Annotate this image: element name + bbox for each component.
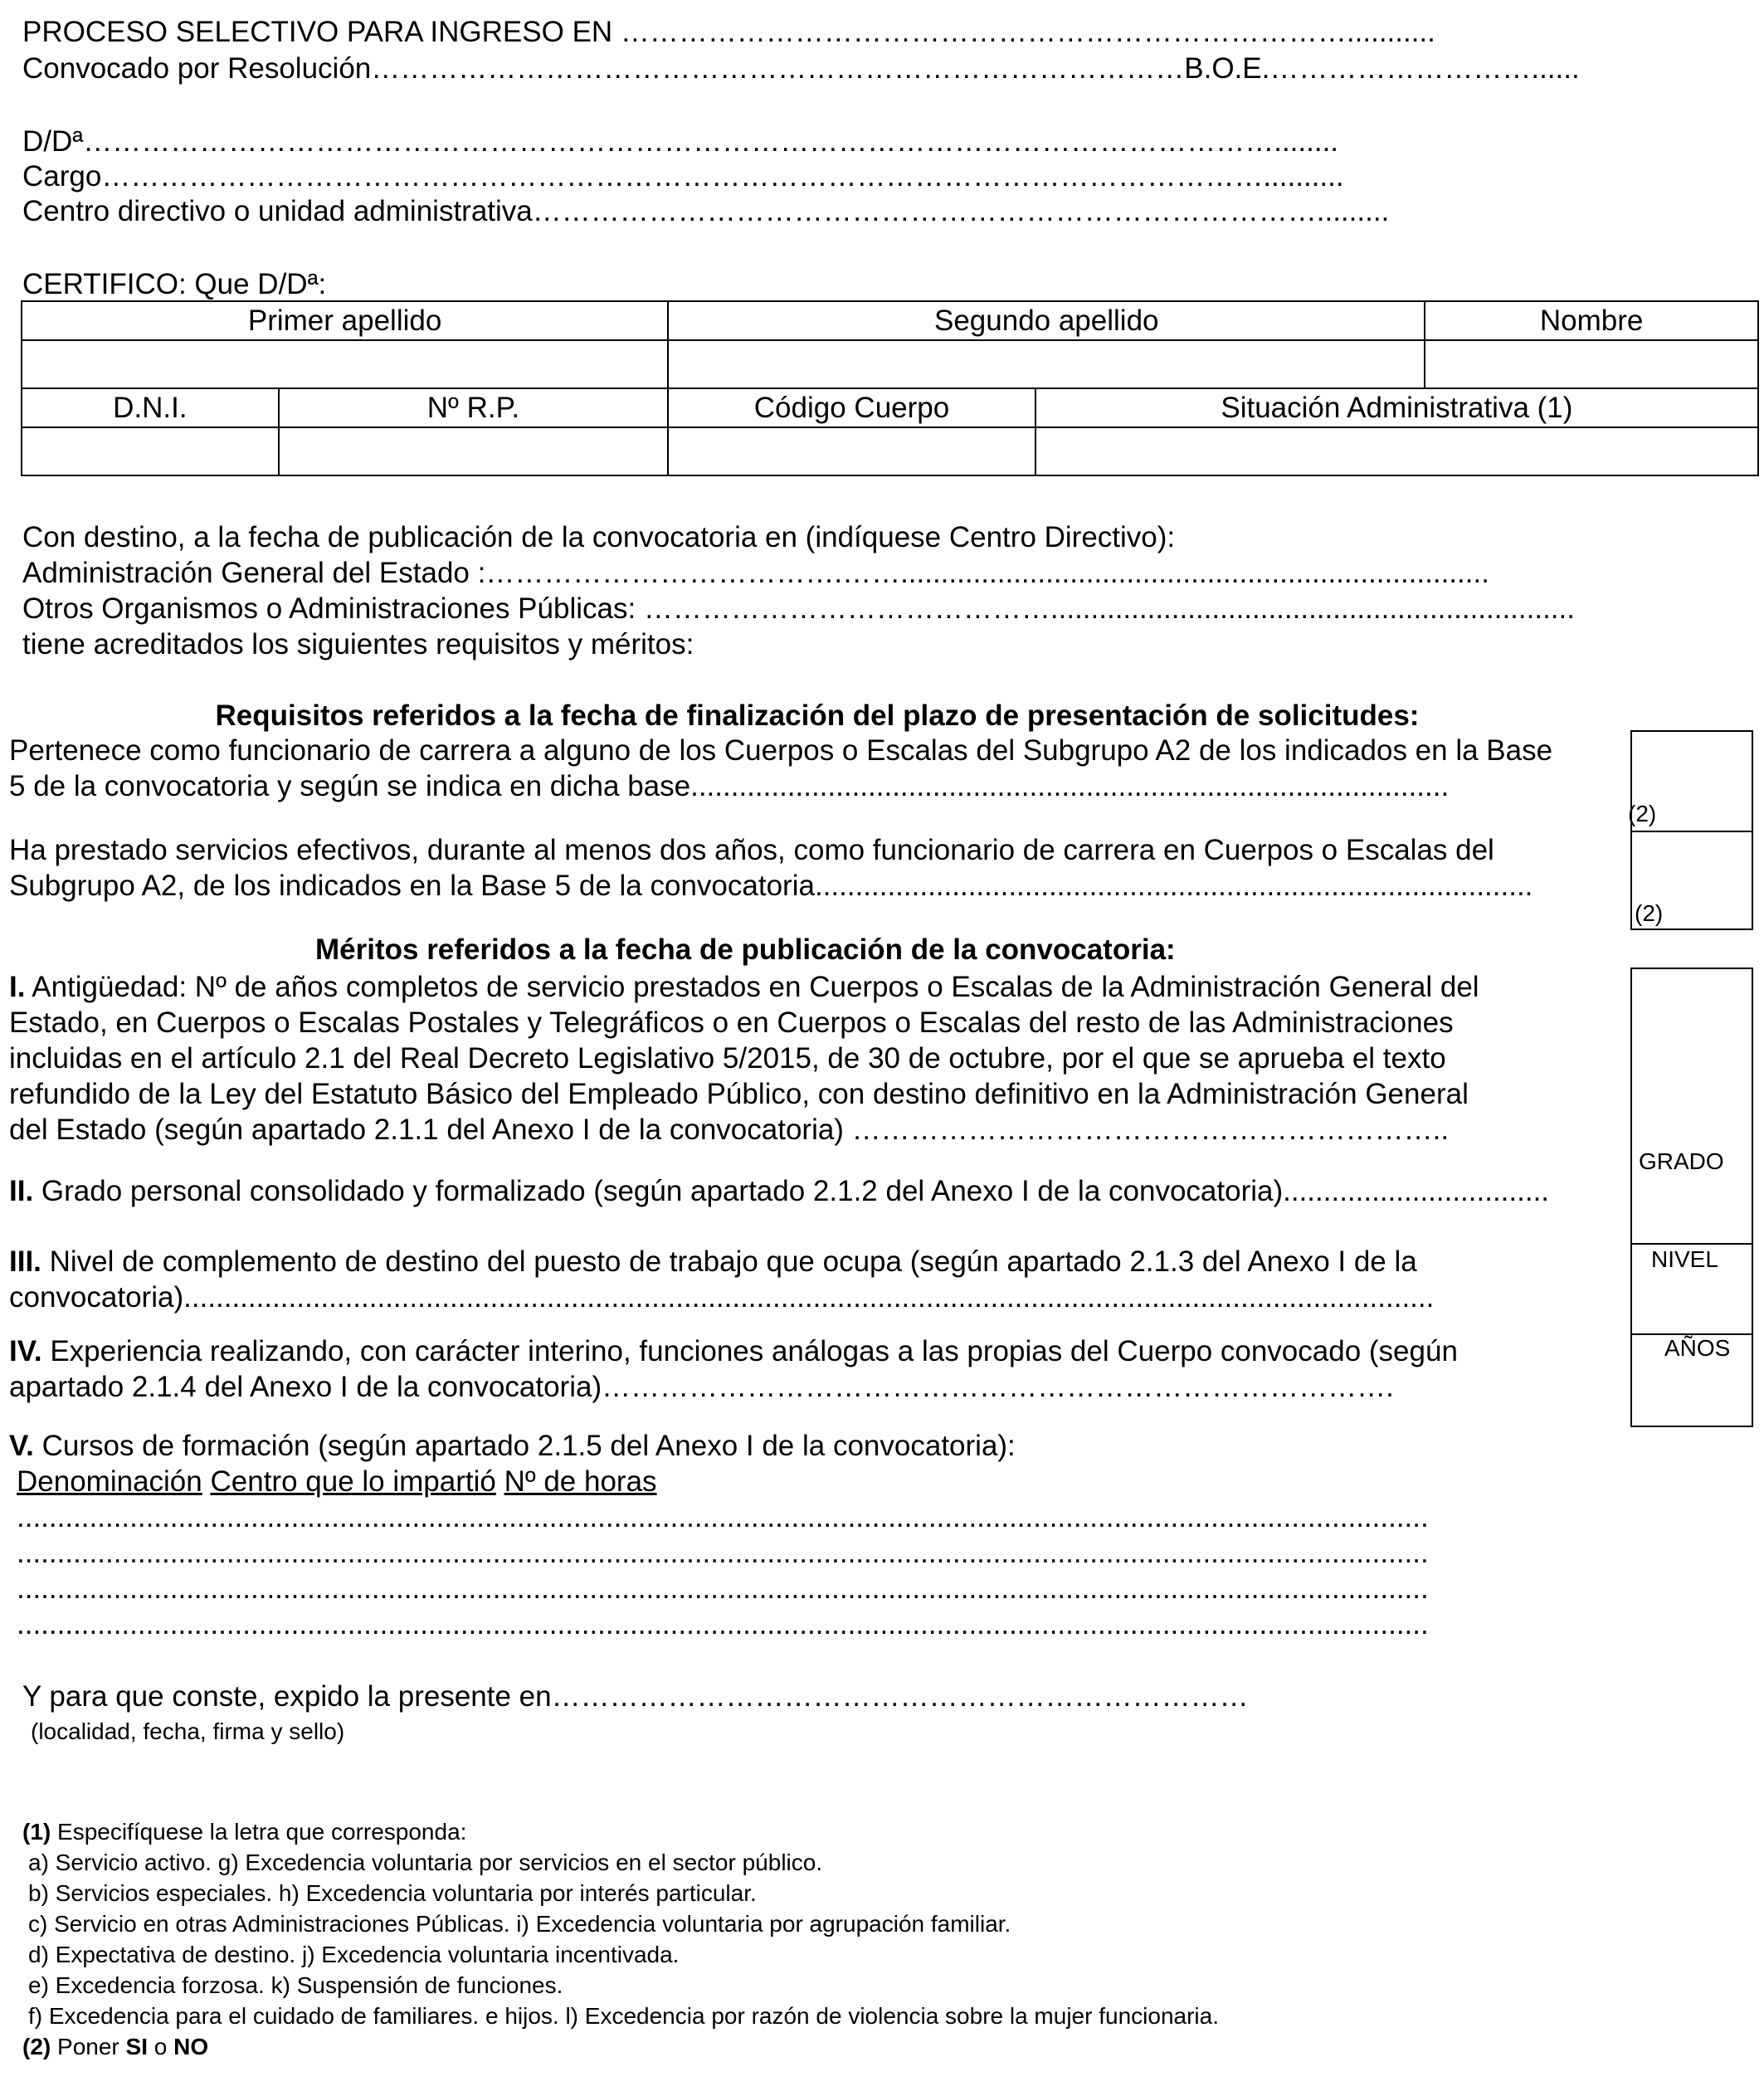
nota-2: [22, 2032, 208, 2062]
dni-field[interactable]: [22, 427, 279, 475]
merito-iv-line-2: apartado 2.1.4 del Anexo I de la convocatoria)……………………………………………………………………….: [9, 1371, 1394, 1403]
merito-v-text: Cursos de formación (según apartado 2.1.5 del Anexo I de la convocatoria):: [33, 1430, 1016, 1462]
cursos-header: [17, 1465, 657, 1499]
merito-iv-number: IV.: [9, 1335, 42, 1367]
merito-ii-line: [9, 1174, 1549, 1209]
nota-2-text: Poner: [51, 2034, 126, 2059]
segundo-apellido-field[interactable]: [668, 340, 1425, 388]
anos-label: AÑOS: [1664, 1335, 1731, 1361]
merito-iv-line-1: [9, 1334, 1458, 1369]
merito-v-number: V.: [9, 1430, 34, 1462]
curso-line-3[interactable]: ...............................................................................................................................................................................: [17, 1572, 1429, 1605]
merito-i-number: I.: [9, 971, 26, 1003]
curso-line-1[interactable]: ...............................................................................................................................................................................: [17, 1501, 1429, 1533]
nota-2-si: SI: [125, 2034, 148, 2059]
merito-i-line-1: [9, 970, 1479, 1005]
requisitos-title: Requisitos referidos a la fecha de finalización del plazo de presentación de solicitudes:: [215, 699, 1420, 732]
requisito-1-line-2: 5 de la convocatoria y según se indica en dicha base..............................................................................................: [9, 770, 1450, 802]
col-codigo-cuerpo: Código Cuerpo: [668, 388, 1035, 427]
header-line-1: PROCESO SELECTIVO PARA INGRESO EN …………………………………………………………………...........: [22, 16, 1435, 48]
issuer-centro-line: Centro directivo o unidad administrativa……………………………………………………………………….........: [22, 195, 1390, 227]
certifico-label: CERTIFICO: Que D/Dª:: [22, 268, 327, 300]
col-denominacion: Denominación: [17, 1465, 202, 1498]
merito-iii-text: Nivel de complemento de destino del puesto de trabajo que ocupa (según apartado 2.1.3 del Anexo I de la: [41, 1245, 1417, 1278]
nota-a: a) Servicio activo. g) Excedencia voluntaria por servicios en el sector público.: [28, 1850, 823, 1875]
grado-label: GRADO: [1639, 1148, 1724, 1174]
nota-2-no: NO: [173, 2034, 209, 2059]
cierre-line: Y para que conste, expido la presente en………………………………………………………………: [22, 1680, 1249, 1713]
col-situacion-administrativa: Situación Administrativa (1): [1035, 388, 1758, 427]
col-centro: Centro que lo impartió: [210, 1465, 496, 1498]
col-dni: D.N.I.: [22, 388, 279, 427]
codigo-cuerpo-field[interactable]: [668, 427, 1035, 475]
nota-1-title: [22, 1817, 466, 1847]
cierre-sub: (localidad, fecha, firma y sello): [31, 1718, 345, 1744]
nota-b: b) Servicios especiales. h) Excedencia voluntaria por interés particular.: [28, 1880, 757, 1906]
col-nrp: Nº R.P.: [279, 388, 668, 427]
curso-line-2[interactable]: ...............................................................................................................................................................................: [17, 1537, 1429, 1569]
nombre-field[interactable]: [1425, 340, 1758, 388]
primer-apellido-field[interactable]: [22, 340, 668, 388]
destino-line-3: Otros Organismos o Administraciones Públicas: …………………………………….................................................................: [22, 592, 1575, 625]
merito-i-line-3: incluidas en el artículo 2.1 del Real Decreto Legislativo 5/2015, de 30 de octubre, por el que se aprueba el texto: [9, 1042, 1446, 1075]
nota-e: e) Excedencia forzosa. k) Suspensión de funciones.: [28, 1972, 563, 1998]
merito-i-text: Antigüedad: Nº de años completos de servicio prestados en Cuerpos o Escalas de la Administración General del: [25, 971, 1479, 1003]
merito-i-line-4: refundido de la Ley del Estatuto Básico del Empleado Público, con destino definitivo en la Administración General: [9, 1078, 1469, 1110]
personal-data-table: [21, 300, 1759, 476]
merito-iii-line-1: [9, 1245, 1417, 1279]
nota-2-number: (2): [22, 2034, 51, 2059]
nota-2-o: o: [147, 2034, 174, 2059]
requisito-1-line-1: Pertenece como funcionario de carrera a alguno de los Cuerpos o Escalas del Subgrupo A2 de los indicados en la Base: [9, 734, 1553, 767]
curso-line-4[interactable]: ...............................................................................................................................................................................: [17, 1608, 1429, 1640]
requisito-2-line-1: Ha prestado servicios efectivos, durante al menos dos años, como funcionario de carrera en Cuerpos o Escalas del: [9, 834, 1494, 866]
header-line-2: Convocado por Resolución…………………………………………………………………………B.O.E.………………………......: [22, 52, 1580, 85]
col-segundo-apellido: Segundo apellido: [668, 301, 1425, 340]
nota-1-text: Especifíquese la letra que corresponda:: [51, 1819, 467, 1845]
merito-ii-number: II.: [9, 1175, 34, 1207]
issuer-name-line: D/Dª……………………………………………………………………………………………………………........: [22, 125, 1339, 158]
merito-i-line-5: del Estado (según apartado 2.1.1 del Anexo I de la convocatoria) ……………………………………………………..: [9, 1114, 1450, 1146]
col-horas: Nº de horas: [504, 1465, 657, 1498]
requisito-1-note: (2): [1628, 801, 1657, 826]
nota-c: c) Servicio en otras Administraciones Públicas. i) Excedencia voluntaria por agrupación familiar.: [28, 1911, 1011, 1937]
nrp-field[interactable]: [279, 427, 668, 475]
merito-iv-text: Experiencia realizando, con carácter interino, funciones análogas a las propias del Cuerpo convocado (según: [41, 1335, 1458, 1367]
requisito-2-note: (2): [1635, 900, 1664, 926]
col-primer-apellido: Primer apellido: [22, 301, 668, 340]
nota-f: f) Excedencia para el cuidado de familiares. e hijos. l) Excedencia por razón de violencia sobre la mujer funcionaria.: [28, 2003, 1219, 2029]
destino-line-4: tiene acreditados los siguientes requisitos y méritos:: [22, 628, 694, 660]
col-nombre: Nombre: [1425, 301, 1758, 340]
nota-d: d) Expectativa de destino. j) Excedencia voluntaria incentivada.: [28, 1942, 680, 1967]
merito-iii-line-2: convocatoria)...........................................................................................................................................................: [9, 1281, 1435, 1314]
merito-iii-number: III.: [9, 1245, 41, 1278]
merito-i-line-2: Estado, en Cuerpos o Escalas Postales y Telegráficos o en Cuerpos o Escalas del resto de las Administraciones: [9, 1007, 1454, 1039]
meritos-title: Méritos referidos a la fecha de publicación de la convocatoria:: [315, 933, 1176, 966]
situacion-administrativa-field[interactable]: [1035, 427, 1758, 475]
nivel-label: NIVEL: [1651, 1246, 1718, 1272]
merito-v-line: [9, 1429, 1016, 1464]
issuer-cargo-line: Cargo…………………………………………………………………………………………………………..........: [22, 160, 1344, 193]
requisito-2-line-2: Subgrupo A2, de los indicados en la Base 5 de la convocatoria.........................................................................................: [9, 870, 1533, 902]
destino-line-2: Administración General del Estado :……………………………….…….........................................................................: [22, 557, 1489, 589]
destino-line-1: Con destino, a la fecha de publicación de la convocatoria en (indíquese Centro Directivo):: [22, 521, 1176, 553]
merito-ii-text: Grado personal consolidado y formalizado (según apartado 2.1.2 del Anexo I de la convocatoria).................................: [33, 1175, 1550, 1207]
nota-1-number: (1): [22, 1819, 51, 1845]
